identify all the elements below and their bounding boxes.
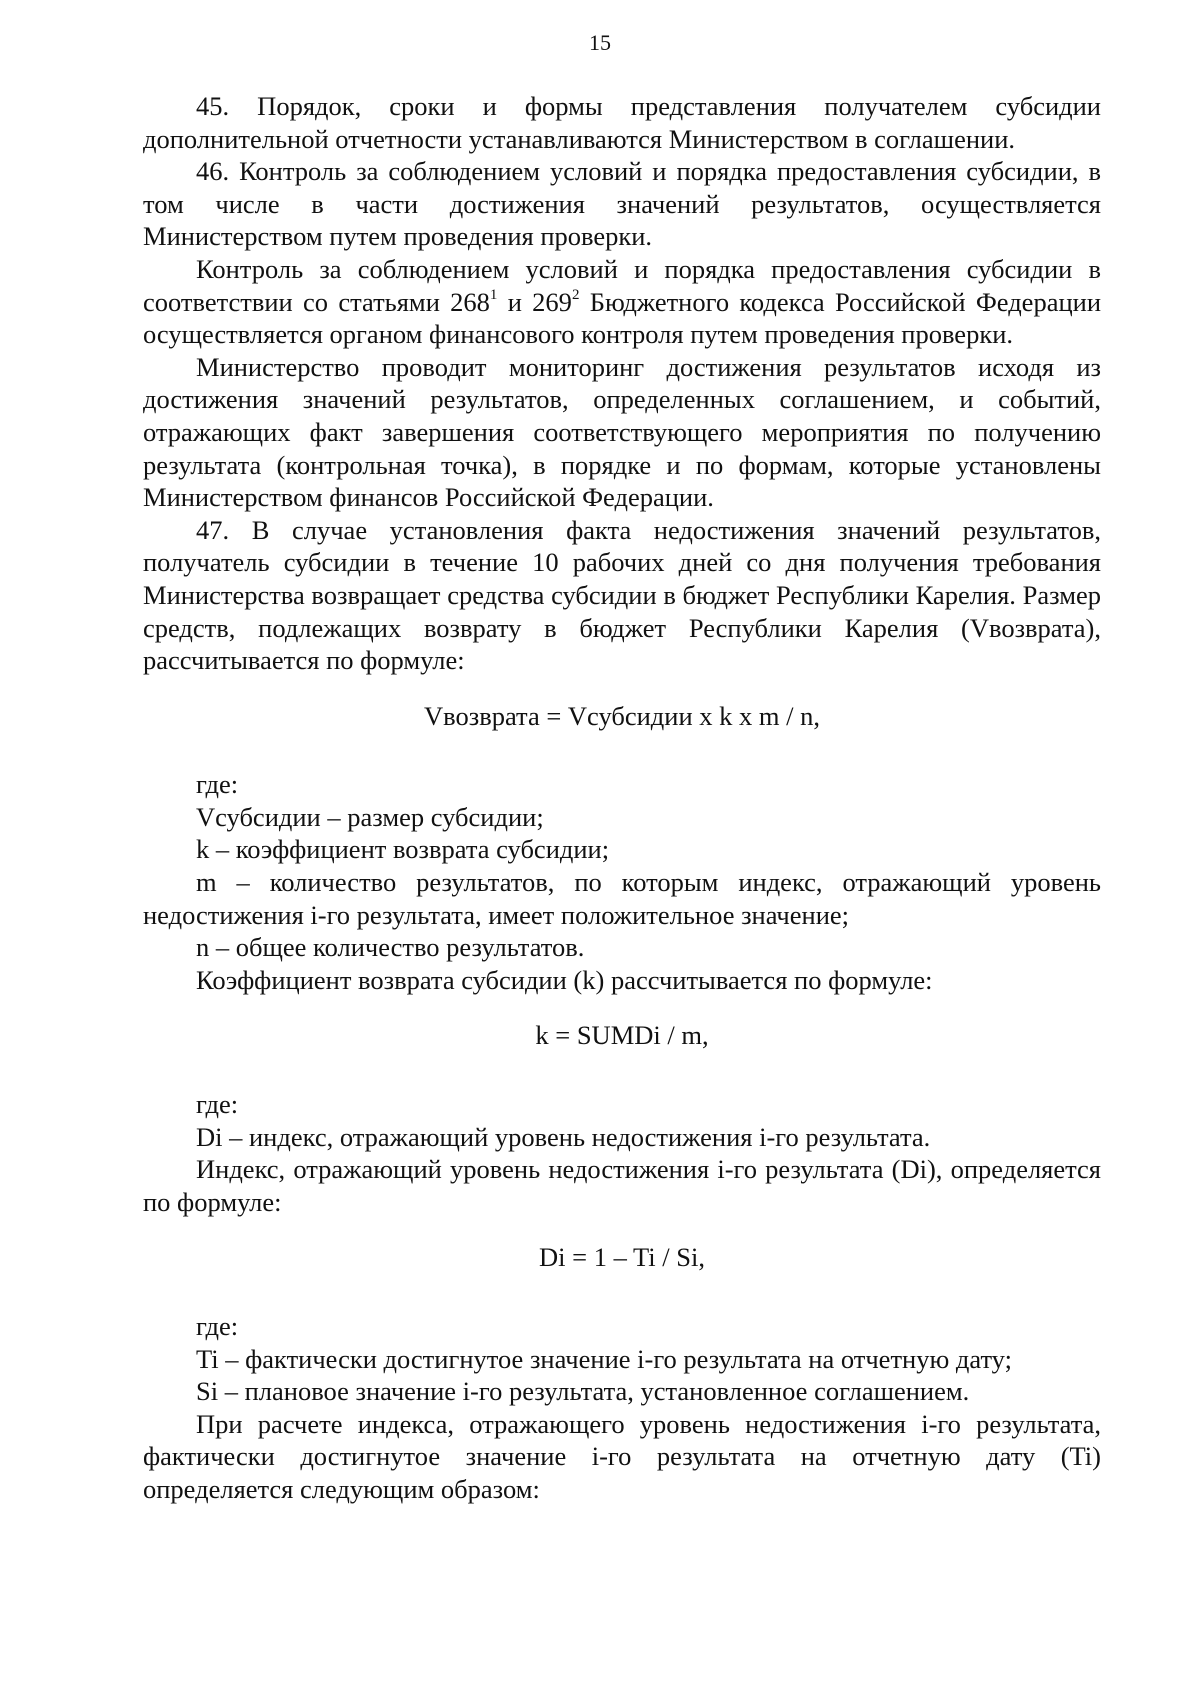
document-body <box>143 90 1101 1506</box>
paragraph-di-intro: Индекс, отражающий уровень недостижения i-го результата (Di), определяется по формуле: <box>143 1154 1101 1217</box>
where-label-1: где: <box>196 769 239 800</box>
footnote-marker-2: 2 <box>571 286 580 303</box>
footnote-marker-1: 1 <box>489 286 498 303</box>
definition-si: Si – плановое значение i-го результата, установленное соглашением. <box>196 1376 970 1407</box>
paragraph-last: При расчете индекса, отражающего уровень недостижения i-го результата, фактически достигнутое значение i-го результата на отчетную дату (Ti) определяется следующим образом: <box>143 1408 1101 1504</box>
where-label-3: где: <box>196 1311 239 1341</box>
formula-v-return: Vвозврата = Vсубсидии x k x m / n, <box>424 700 820 731</box>
definition-di: Di – индекс, отражающий уровень недостижения i-го результата. <box>196 1121 931 1152</box>
control-text-b: и 269 <box>497 286 572 317</box>
paragraph-46: 46. Контроль за соблюдением условий и порядка предоставления субсидии, в том числе в части достижения значений результатов, осуществляется Министерством путем проведения проверки. <box>143 156 1101 252</box>
definition-ti: Ti – фактически достигнутое значение i-го результата на отчетную дату; <box>196 1343 1012 1374</box>
paragraph-k-intro: Коэффициент возврата субсидии (k) рассчитывается по формуле: <box>196 964 933 995</box>
paragraph-47: 47. В случае установления факта недостижения значений результатов, получатель субсидии в течение 10 рабочих дней со дня получения требования Министерства возвращает средства субсидии в бюджет Республики Карелия. Размер средств, подлежащих возврату в бюджет Республики Карелия (Vвозврата), рассчитывается по формуле: <box>143 514 1101 676</box>
control-text-a: Контроль за соблюдением условий и порядка предоставления субсидии в соответствии со статьями 268 <box>143 253 1101 317</box>
paragraph-monitoring: Министерство проводит мониторинг достижения результатов исходя из достижения значений результатов, определенных соглашением, и событий, отражающих факт завершения соответствующего мероприятия по получению результата (контрольная точка), в порядке и по формам, которые установлены Министерством финансов Российской Федерации. <box>143 351 1101 513</box>
definition-m: m – количество результатов, по которым индекс, отражающий уровень недостижения i-го результата, имеет положительное значение; <box>143 867 1101 930</box>
definition-v-subsidy: Vсубсидии – размер субсидии; <box>196 801 544 832</box>
page-number: 15 <box>589 30 611 55</box>
formula-k: k = SUMDi / m, <box>535 1020 709 1051</box>
paragraph-control <box>143 253 1101 351</box>
definition-n: n – общее количество результатов. <box>196 932 585 963</box>
paragraph-45: 45. Порядок, сроки и формы представления получателем субсидии дополнительной отчетности устанавливаются Министерством в соглашении. <box>143 91 1101 154</box>
definition-k: k – коэффициент возврата субсидии; <box>196 834 610 865</box>
control-text-c: Бюджетного кодекса Российской Федерации осуществляется органом финансового контроля путем проведения проверки. <box>143 286 1102 350</box>
formula-di: Di = 1 – Ti / Si, <box>539 1242 705 1273</box>
where-label-2: где: <box>196 1089 239 1120</box>
